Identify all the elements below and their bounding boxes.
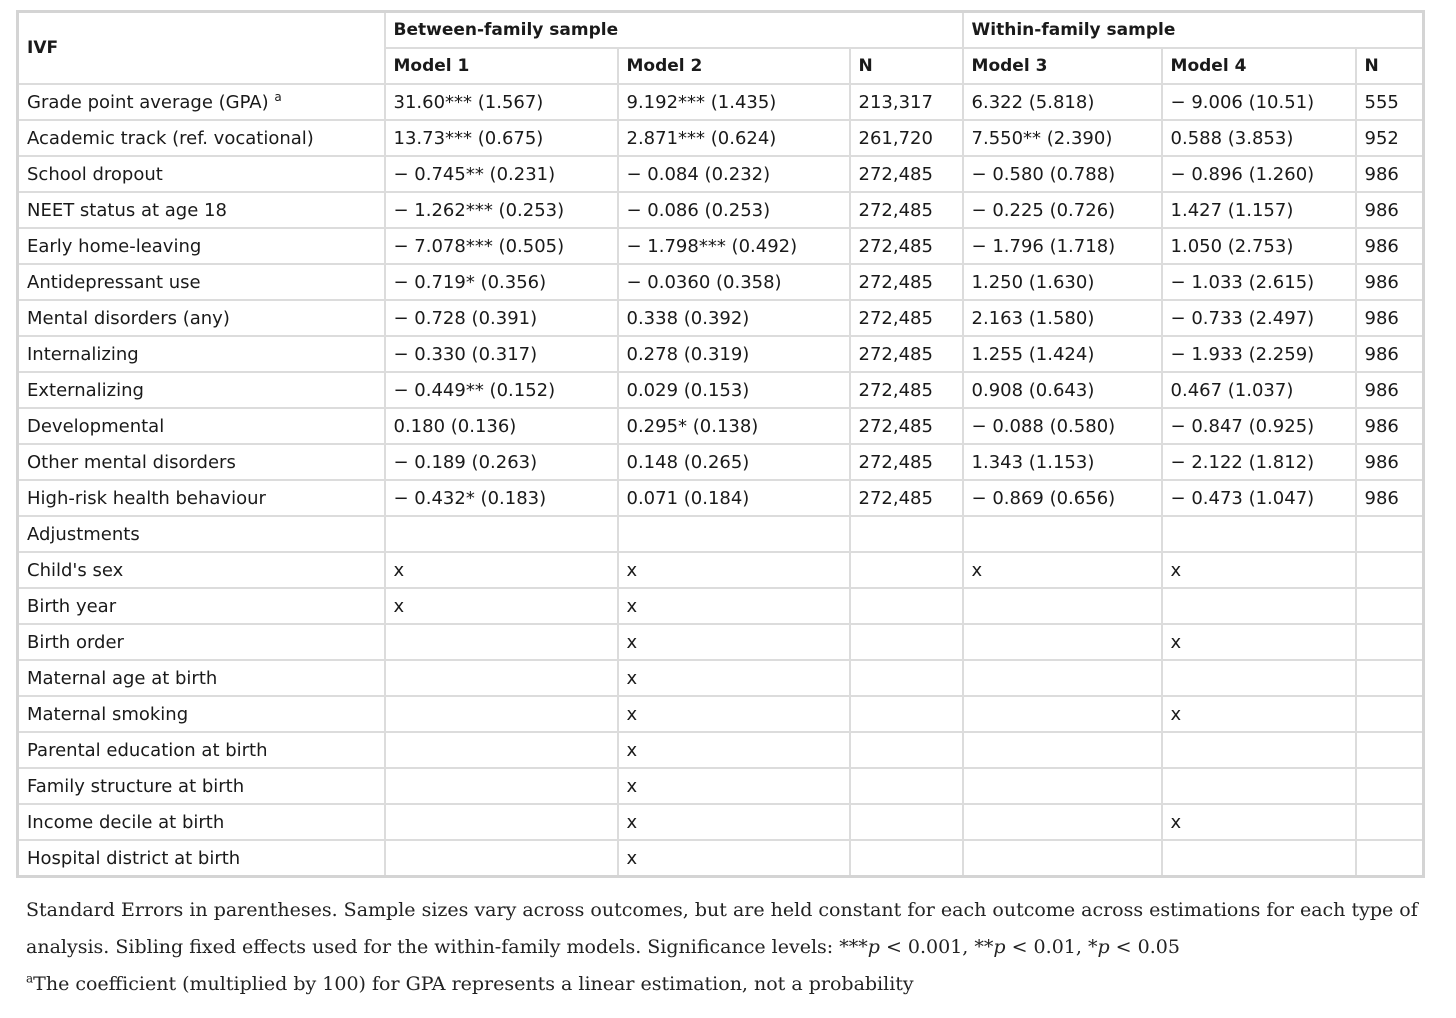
table-row	[18, 804, 1424, 840]
table-cell: − 2.122 (1.812)	[1162, 444, 1356, 480]
table-cell: x	[1162, 552, 1356, 588]
group-header-row	[18, 12, 1424, 49]
table-cell: 272,485	[850, 444, 963, 480]
table-cell: 986	[1356, 372, 1424, 408]
table-cell: x	[1162, 804, 1356, 840]
table-cell: x	[618, 660, 850, 696]
table-cell: 555	[1356, 84, 1424, 120]
table-row	[18, 732, 1424, 768]
table-row	[18, 300, 1424, 336]
table-cell: − 0.084 (0.232)	[618, 156, 850, 192]
model-3-header: Model 3	[963, 48, 1162, 84]
table-cell: x	[618, 588, 850, 624]
row-label: Early home-leaving	[18, 228, 385, 264]
table-cell: 0.071 (0.184)	[618, 480, 850, 516]
table-cell	[1162, 840, 1356, 877]
table-cell: x	[618, 696, 850, 732]
table-cell	[963, 840, 1162, 877]
p-symbol: p	[1097, 936, 1110, 958]
p-symbol: p	[867, 936, 880, 958]
table-cell	[850, 624, 963, 660]
table-cell: 272,485	[850, 408, 963, 444]
table-cell: 0.180 (0.136)	[385, 408, 618, 444]
n-between-header: N	[850, 48, 963, 84]
table-cell: 0.467 (1.037)	[1162, 372, 1356, 408]
table-cell: x	[385, 552, 618, 588]
table-row	[18, 192, 1424, 228]
model-1-header: Model 1	[385, 48, 618, 84]
table-cell	[385, 660, 618, 696]
table-cell: 272,485	[850, 300, 963, 336]
row-label: Developmental	[18, 408, 385, 444]
table-cell: 0.029 (0.153)	[618, 372, 850, 408]
table-cell: − 7.078*** (0.505)	[385, 228, 618, 264]
table-cell	[963, 696, 1162, 732]
table-cell	[385, 516, 618, 552]
table-cell: 7.550** (2.390)	[963, 120, 1162, 156]
row-label: Maternal smoking	[18, 696, 385, 732]
table-cell	[963, 768, 1162, 804]
table-row	[18, 228, 1424, 264]
footnote-marker: a	[26, 971, 34, 986]
row-label: Parental education at birth	[18, 732, 385, 768]
sig-level-1: < 0.001, **	[879, 936, 994, 958]
row-label: Income decile at birth	[18, 804, 385, 840]
table-cell	[850, 840, 963, 877]
table-cell	[850, 660, 963, 696]
row-label: Academic track (ref. vocational)	[18, 120, 385, 156]
table-cell: − 0.088 (0.580)	[963, 408, 1162, 444]
table-cell: − 1.033 (2.615)	[1162, 264, 1356, 300]
table-cell: − 1.798*** (0.492)	[618, 228, 850, 264]
table-cell: 986	[1356, 300, 1424, 336]
row-label: Birth order	[18, 624, 385, 660]
table-cell: − 0.896 (1.260)	[1162, 156, 1356, 192]
table-cell: 6.322 (5.818)	[963, 84, 1162, 120]
table-cell	[1356, 840, 1424, 877]
between-family-header: Between-family sample	[385, 12, 963, 49]
table-cell: − 0.745** (0.231)	[385, 156, 618, 192]
table-cell	[963, 624, 1162, 660]
table-cell: 1.427 (1.157)	[1162, 192, 1356, 228]
table-cell: 13.73*** (0.675)	[385, 120, 618, 156]
row-label: Maternal age at birth	[18, 660, 385, 696]
table-cell: 0.338 (0.392)	[618, 300, 850, 336]
table-cell	[850, 588, 963, 624]
table-cell	[1162, 660, 1356, 696]
row-label: Other mental disorders	[18, 444, 385, 480]
table-row	[18, 444, 1424, 480]
table-cell: 986	[1356, 156, 1424, 192]
table-cell: 2.871*** (0.624)	[618, 120, 850, 156]
table-cell: 1.255 (1.424)	[963, 336, 1162, 372]
table-cell	[963, 732, 1162, 768]
n-within-header: N	[1356, 48, 1424, 84]
row-label: NEET status at age 18	[18, 192, 385, 228]
row-label: Mental disorders (any)	[18, 300, 385, 336]
table-cell	[850, 804, 963, 840]
sig-level-2: < 0.01, *	[1005, 936, 1098, 958]
table-cell: − 9.006 (10.51)	[1162, 84, 1356, 120]
row-label: Internalizing	[18, 336, 385, 372]
table-cell: − 1.796 (1.718)	[963, 228, 1162, 264]
table-cell: 1.050 (2.753)	[1162, 228, 1356, 264]
table-cell: − 0.869 (0.656)	[963, 480, 1162, 516]
table-cell	[385, 696, 618, 732]
table-body	[18, 84, 1424, 877]
table-cell	[1356, 768, 1424, 804]
table-cell: − 0.580 (0.788)	[963, 156, 1162, 192]
table-container	[16, 10, 1422, 1003]
sig-level-3: < 0.05	[1109, 936, 1180, 958]
table-cell: x	[618, 768, 850, 804]
table-cell	[850, 552, 963, 588]
corner-header: IVF	[18, 12, 385, 85]
table-cell: x	[618, 624, 850, 660]
table-cell: 272,485	[850, 480, 963, 516]
table-cell: x	[1162, 624, 1356, 660]
table-cell: − 0.719* (0.356)	[385, 264, 618, 300]
table-row	[18, 372, 1424, 408]
row-label	[18, 84, 385, 120]
table-cell	[850, 768, 963, 804]
table-cell: 952	[1356, 120, 1424, 156]
model-4-header: Model 4	[1162, 48, 1356, 84]
table-cell: 31.60*** (1.567)	[385, 84, 618, 120]
table-cell: − 0.847 (0.925)	[1162, 408, 1356, 444]
table-cell: − 0.189 (0.263)	[385, 444, 618, 480]
table-row	[18, 552, 1424, 588]
table-cell: 272,485	[850, 372, 963, 408]
table-cell	[1356, 804, 1424, 840]
row-label: Hospital district at birth	[18, 840, 385, 877]
table-cell: 213,317	[850, 84, 963, 120]
table-cell	[385, 840, 618, 877]
table-cell: 1.343 (1.153)	[963, 444, 1162, 480]
table-cell: 261,720	[850, 120, 963, 156]
table-cell	[850, 696, 963, 732]
model-2-header: Model 2	[618, 48, 850, 84]
table-cell: 272,485	[850, 264, 963, 300]
table-cell: 986	[1356, 264, 1424, 300]
row-label: Adjustments	[18, 516, 385, 552]
table-cell	[385, 768, 618, 804]
table-cell: x	[618, 732, 850, 768]
table-cell: 2.163 (1.580)	[963, 300, 1162, 336]
table-cell	[385, 624, 618, 660]
table-row	[18, 624, 1424, 660]
table-cell	[1356, 552, 1424, 588]
table-cell	[1162, 516, 1356, 552]
table-cell	[1356, 732, 1424, 768]
table-cell	[1356, 624, 1424, 660]
table-cell: 272,485	[850, 228, 963, 264]
table-notes	[16, 892, 1422, 1003]
gpa-footnote-marker: a	[274, 89, 282, 104]
table-cell	[1356, 660, 1424, 696]
table-cell: 1.250 (1.630)	[963, 264, 1162, 300]
table-cell: 272,485	[850, 192, 963, 228]
table-cell: x	[618, 552, 850, 588]
table-cell: 986	[1356, 228, 1424, 264]
table-cell: − 0.086 (0.253)	[618, 192, 850, 228]
row-label: Birth year	[18, 588, 385, 624]
table-cell: − 0.432* (0.183)	[385, 480, 618, 516]
table-cell: − 1.933 (2.259)	[1162, 336, 1356, 372]
table-cell	[1356, 516, 1424, 552]
table-row	[18, 660, 1424, 696]
table-cell	[963, 660, 1162, 696]
table-cell	[850, 732, 963, 768]
table-cell: 0.908 (0.643)	[963, 372, 1162, 408]
row-label: High-risk health behaviour	[18, 480, 385, 516]
within-family-header: Within-family sample	[963, 12, 1424, 49]
table-row	[18, 768, 1424, 804]
table-row	[18, 84, 1424, 120]
table-cell	[1162, 732, 1356, 768]
notes-footnote	[26, 966, 1422, 1003]
table-row	[18, 408, 1424, 444]
table-cell: − 0.473 (1.047)	[1162, 480, 1356, 516]
table-cell: − 0.449** (0.152)	[385, 372, 618, 408]
table-cell	[1356, 588, 1424, 624]
table-cell	[1162, 588, 1356, 624]
footnote-text: The coefficient (multiplied by 100) for GPA represents a linear estimation, not a probability	[33, 973, 914, 995]
table-cell: x	[618, 840, 850, 877]
table-cell: 986	[1356, 336, 1424, 372]
table-cell	[1356, 696, 1424, 732]
table-cell: 272,485	[850, 156, 963, 192]
table-cell: − 1.262*** (0.253)	[385, 192, 618, 228]
row-label: School dropout	[18, 156, 385, 192]
row-label: Child's sex	[18, 552, 385, 588]
table-cell: x	[963, 552, 1162, 588]
table-cell	[385, 732, 618, 768]
table-row	[18, 588, 1424, 624]
table-cell	[1162, 768, 1356, 804]
row-label: Family structure at birth	[18, 768, 385, 804]
table-cell	[850, 516, 963, 552]
table-row	[18, 480, 1424, 516]
table-row	[18, 840, 1424, 877]
table-cell: 0.588 (3.853)	[1162, 120, 1356, 156]
table-cell: 9.192*** (1.435)	[618, 84, 850, 120]
table-cell: x	[1162, 696, 1356, 732]
row-label: Externalizing	[18, 372, 385, 408]
table-cell	[618, 516, 850, 552]
table-row	[18, 336, 1424, 372]
table-cell: 0.148 (0.265)	[618, 444, 850, 480]
notes-significance	[26, 892, 1422, 966]
row-label: Antidepressant use	[18, 264, 385, 300]
table-cell: − 0.0360 (0.358)	[618, 264, 850, 300]
table-cell: − 0.330 (0.317)	[385, 336, 618, 372]
table-cell: 986	[1356, 408, 1424, 444]
table-cell: x	[385, 588, 618, 624]
table-cell: − 0.225 (0.726)	[963, 192, 1162, 228]
table-cell: 986	[1356, 444, 1424, 480]
table-cell: 0.278 (0.319)	[618, 336, 850, 372]
gpa-label: Grade point average (GPA)	[27, 91, 269, 113]
table-cell	[963, 804, 1162, 840]
table-row	[18, 516, 1424, 552]
table-row	[18, 264, 1424, 300]
table-cell: 0.295* (0.138)	[618, 408, 850, 444]
table-cell: x	[618, 804, 850, 840]
notes-text: Standard Errors in parentheses. Sample sizes vary across outcomes, but are held constant for each outcome across estimations for each type of analysis. Sibling fixed effects used for the within-family models. Significance levels: ***	[26, 899, 1418, 958]
table-cell	[963, 516, 1162, 552]
table-cell	[963, 588, 1162, 624]
table-cell: 986	[1356, 192, 1424, 228]
table-row	[18, 120, 1424, 156]
results-table	[16, 10, 1425, 878]
table-row	[18, 696, 1424, 732]
table-cell: 272,485	[850, 336, 963, 372]
table-cell: − 0.728 (0.391)	[385, 300, 618, 336]
table-cell: − 0.733 (2.497)	[1162, 300, 1356, 336]
p-symbol: p	[993, 936, 1006, 958]
table-row	[18, 156, 1424, 192]
table-cell	[385, 804, 618, 840]
table-cell: 986	[1356, 480, 1424, 516]
